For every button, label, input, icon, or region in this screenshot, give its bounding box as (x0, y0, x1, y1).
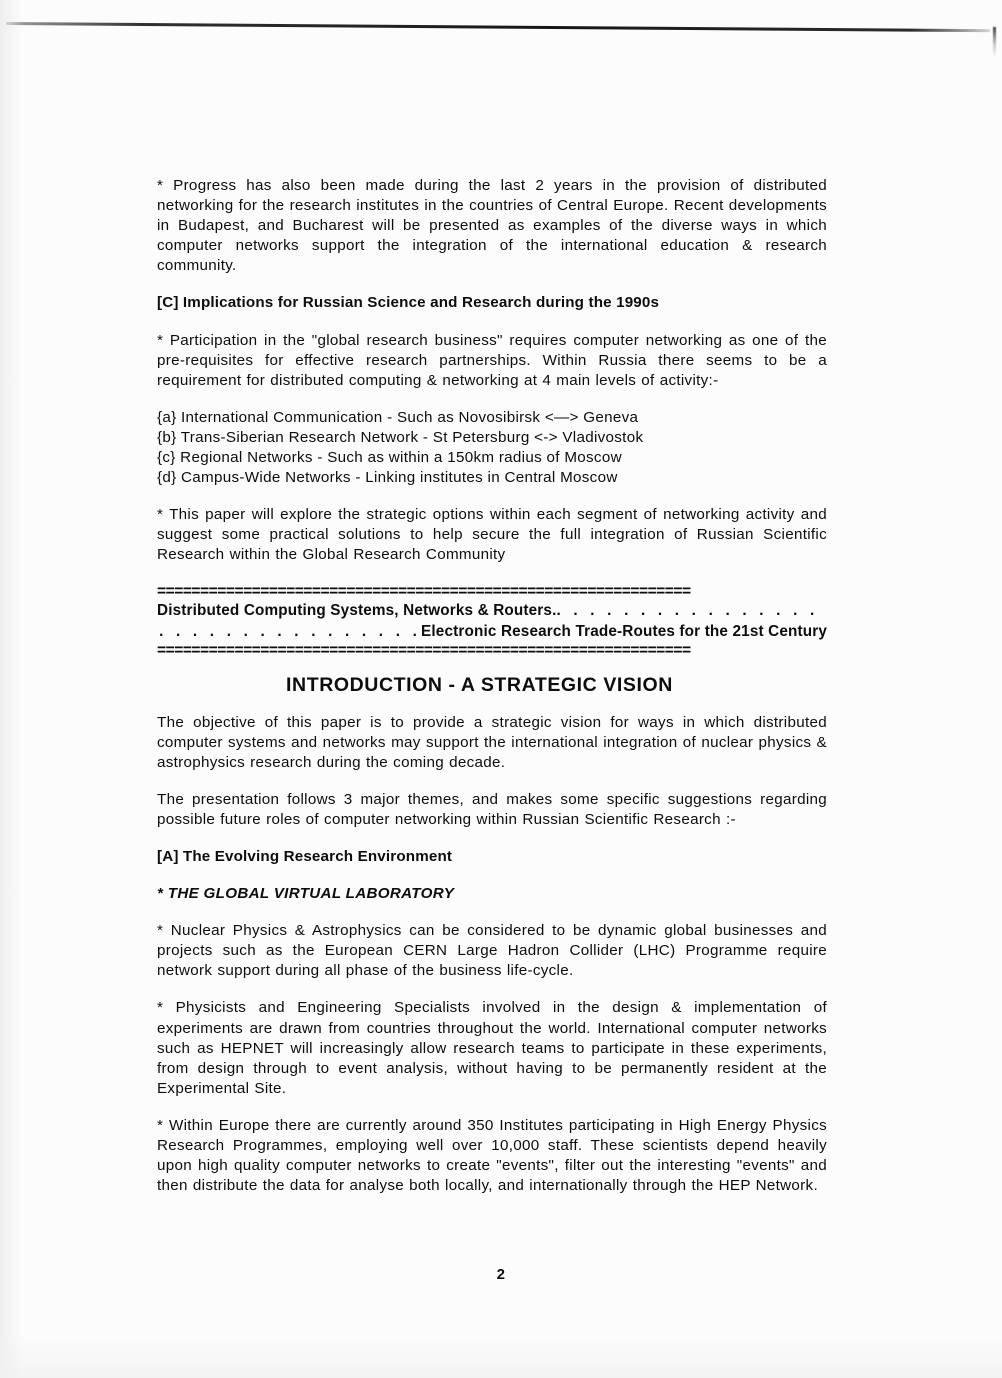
list-item: {d} Campus-Wide Networks - Linking institutes in Central Moscow (157, 469, 618, 487)
document-text-column (157, 176, 827, 1213)
subheading-global-virtual-laboratory: * THE GLOBAL VIRTUAL LABORATORY (157, 885, 455, 903)
paragraph-progress: * Progress has also been made during the last 2 years in the provision of distributed networking for the research institutes in the countries of Central Europe. Recent developments in Budapest, and Bucharest will be presented as examples of the diverse ways in which computer networks support the integration of the international education & research community. (157, 177, 827, 275)
paragraph-explore: * This paper will explore the strategic options within each segment of networking activity and suggest some practical solutions to help secure the full integration of Russian Scientific Research within the Global Research Community (157, 506, 827, 564)
paragraph-participation: * Participation in the "global research business" requires computer networking as one of the pre-requisites for effective research partnerships. Within Russia there seems to be a requirement for distributed computing & networking at 4 main levels of activity:- (157, 331, 827, 389)
banner-dot-leader: . . . . . . . . . . . . . . . . (159, 622, 422, 640)
banner-rule-bottom: ============================================================== (157, 641, 691, 659)
banner-rule-top: ============================================================== (157, 582, 691, 600)
banner-line-first (157, 600, 827, 621)
banner-title-right: Electronic Research Trade-Routes for the 21st Century (421, 622, 827, 640)
title-banner (157, 583, 827, 659)
section-heading-c: [C] Implications for Russian Science and Research during the 1990s (157, 294, 660, 312)
paragraph-presentation: The presentation follows 3 major themes, and makes some specific suggestions regarding possible future roles of computer networking within Russian Scientific Research :- (157, 790, 827, 828)
page-number: 2 (496, 1266, 506, 1283)
banner-line-second (157, 621, 827, 642)
list-item: {a} International Communication - Such as Novosibirsk <—> Geneva (157, 408, 639, 426)
paragraph-physicists: * Physicists and Engineering Specialists involved in the design & implementation of experiments are drawn from countries throughout the world. International computer networks such as HEPNET will increasingly allow research teams to participate in these experiments, from design through to event analysis, without having to be permanently resident at the Experimental Site. (157, 999, 827, 1097)
activity-levels-list (157, 408, 827, 488)
paragraph-objective: The objective of this paper is to provide a strategic vision for ways in which distributed computer systems and networks may support the international integration of nuclear physics & astrophysics research during the coming decade. (157, 713, 827, 771)
paragraph-nuclear-physics: * Nuclear Physics & Astrophysics can be considered to be dynamic global businesses and projects such as the European CERN Large Hadron Collider (LHC) Programme require network support during all phase of the business life-cycle. (157, 922, 827, 980)
list-item: {c} Regional Networks - Such as within a 150km radius of Moscow (157, 449, 622, 467)
section-heading-a: [A] The Evolving Research Environment (157, 847, 453, 865)
paragraph-within-europe: * Within Europe there are currently around 350 Institutes participating in High Energy Physics Research Programmes, employing well over 10,000 staff. These scientists depend heavily upon high quality computer networks to create "events", filter out the interesting "events" and then distribute the data for analyse both locally, and internationally through the HEP Network. (157, 1116, 827, 1195)
scan-edge-line-corner (993, 27, 996, 57)
list-item: {b} Trans-Siberian Research Network - St Petersburg <-> Vladivostok (157, 428, 644, 446)
banner-title-left: Distributed Computing Systems, Networks & Routers. (157, 601, 557, 619)
page-title: INTRODUCTION - A STRATEGIC VISION (286, 673, 673, 696)
banner-dot-leader: . . . . . . . . . . . . . . . . (556, 601, 819, 619)
